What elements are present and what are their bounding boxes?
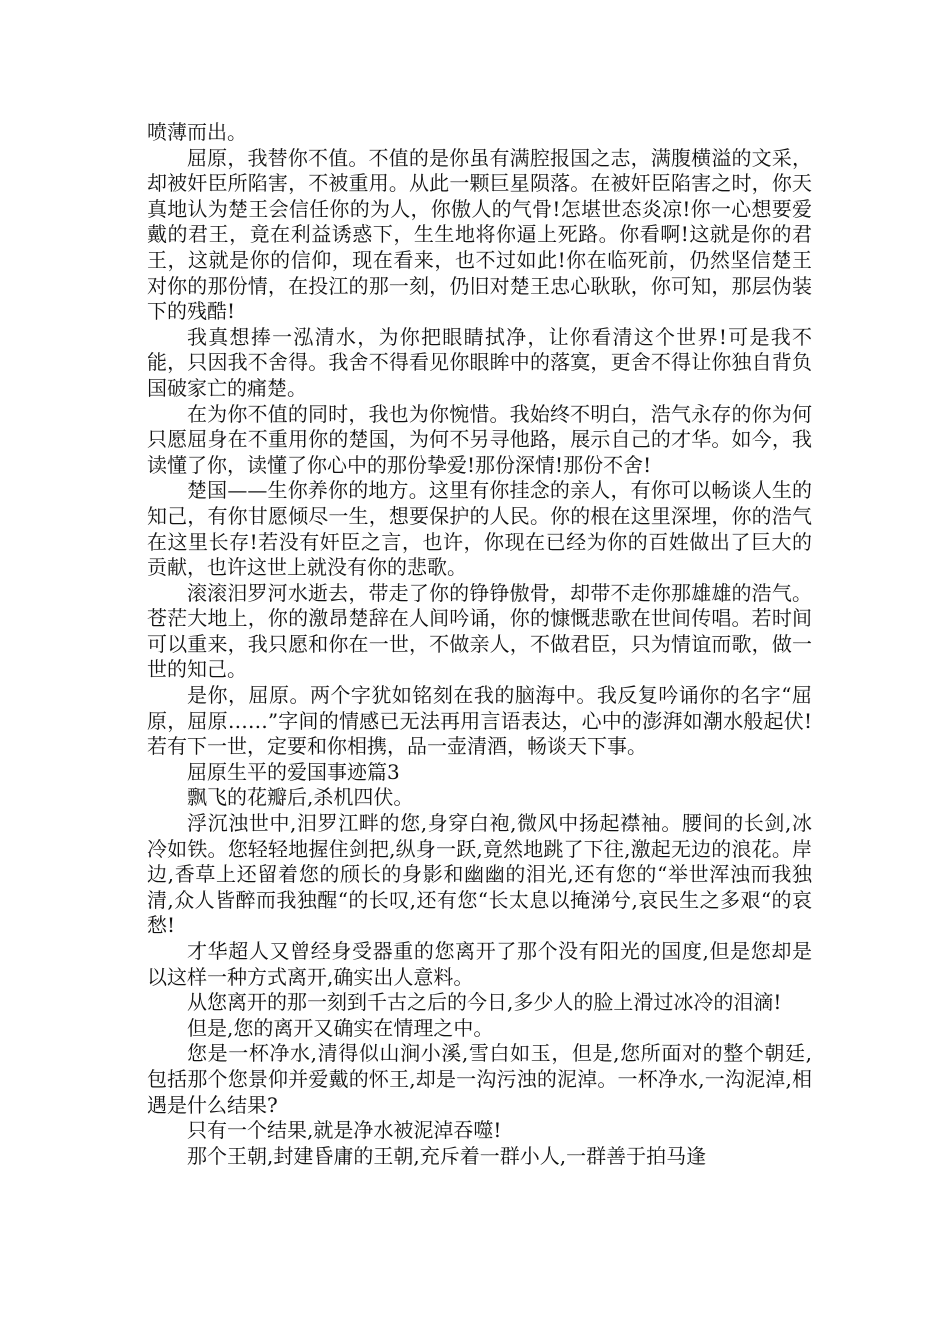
paragraph: 只有一个结果,就是净水被泥淖吞噬! — [187, 1118, 502, 1143]
paragraph: 从您离开的那一刻到千古之后的今日,多少人的脸上滑过冰冷的泪滴! — [187, 990, 782, 1015]
paragraph: 但是,您的离开又确实在情理之中。 — [187, 1015, 494, 1040]
paragraph: 我真想捧一泓清水，为你把眼睛拭净，让你看清这个世界!可是我不能，只因我不舍得。我舍不得看见你眼眸中的落寞，更舍不得让你独自背负国破家亡的痛楚。 — [147, 324, 812, 400]
paragraph: 是你，屈原。两个字犹如铭刻在我的脑海中。我反复吟诵你的名字“屈原，屈原……”字间的情感已无法再用言语表达，心中的澎湃如潮水般起伏!若有下一世，定要和你相携，品一壶清酒，畅谈天下事。 — [147, 683, 812, 759]
paragraph: 滚滚汨罗河水逝去，带走了你的铮铮傲骨，却带不走你那雄雄的浩气。苍茫大地上，你的激昂楚辞在人间吟诵，你的慷慨悲歌在世间传唱。若时间可以重来，我只愿和你在一世，不做亲人，不做君臣，只为情谊而歌，做一世的知己。 — [147, 580, 812, 682]
paragraph: 那个王朝,封建昏庸的王朝,充斥着一群小人,一群善于拍马逢 — [187, 1143, 707, 1168]
section-heading: 屈原生平的爱国事迹篇3 — [187, 759, 400, 784]
paragraph: 才华超人又曾经身受器重的您离开了那个没有阳光的国度,但是您却是以这样一种方式离开,确实出人意料。 — [147, 939, 812, 989]
paragraph: 屈原，我替你不值。不值的是你虽有满腔报国之志，满腹横溢的文采，却被奸臣所陷害，不被重用。从此一颗巨星陨落。在被奸臣陷害之时，你天真地认为楚王会信任你的为人，你傲人的气骨!怎堪世态炎凉!你一心想要爱戴的君王，竟在利益诱惑下，生生地将你逼上死路。你看啊!这就是你的君王，这就是你的信仰，现在看来，也不过如此!你在临死前，仍然坚信楚王对你的那份情，在投江的那一刻，仍旧对楚王忠心耿耿，你可知，那层伪装下的残酷! — [147, 145, 812, 324]
paragraph: 喷薄而出。 — [147, 120, 247, 144]
paragraph: 飘飞的花瓣后,杀机四伏。 — [187, 785, 414, 810]
document-body — [147, 120, 812, 1169]
paragraph: 在为你不值的同时，我也为你惋惜。我始终不明白，浩气永存的你为何只愿屈身在不重用你的楚国，为何不另寻他路，展示自己的才华。如今，我读懂了你，读懂了你心中的那份挚爱!那份深情!那份不舍! — [147, 401, 812, 477]
paragraph: 您是一杯净水,清得似山涧小溪,雪白如玉，但是,您所面对的整个朝廷,包括那个您景仰并爱戴的怀王,却是一沟污浊的泥淖。一杯净水,一沟泥淖,相遇是什么结果? — [147, 1041, 812, 1117]
paragraph: 楚国——生你养你的地方。这里有你挂念的亲人，有你可以畅谈人生的知己，有你甘愿倾尽一生，想要保护的人民。你的根在这里深埋，你的浩气在这里长存!若没有奸臣之言，也许，你现在已经为你的百姓做出了巨大的贡献，也许这世上就没有你的悲歌。 — [147, 478, 812, 580]
paragraph: 浮沉浊世中,汨罗江畔的您,身穿白袍,微风中扬起襟袖。腰间的长剑,冰冷如铁。您轻轻地握住剑把,纵身一跃,竟然地跳了下往,激起无边的浪花。岸边,香草上还留着您的颀长的身影和幽幽的泪光,还有您的“举世浑浊而我独清,众人皆醉而我独醒“的长叹,还有您“长太息以掩涕兮,哀民生之多艰“的哀愁! — [147, 811, 812, 938]
